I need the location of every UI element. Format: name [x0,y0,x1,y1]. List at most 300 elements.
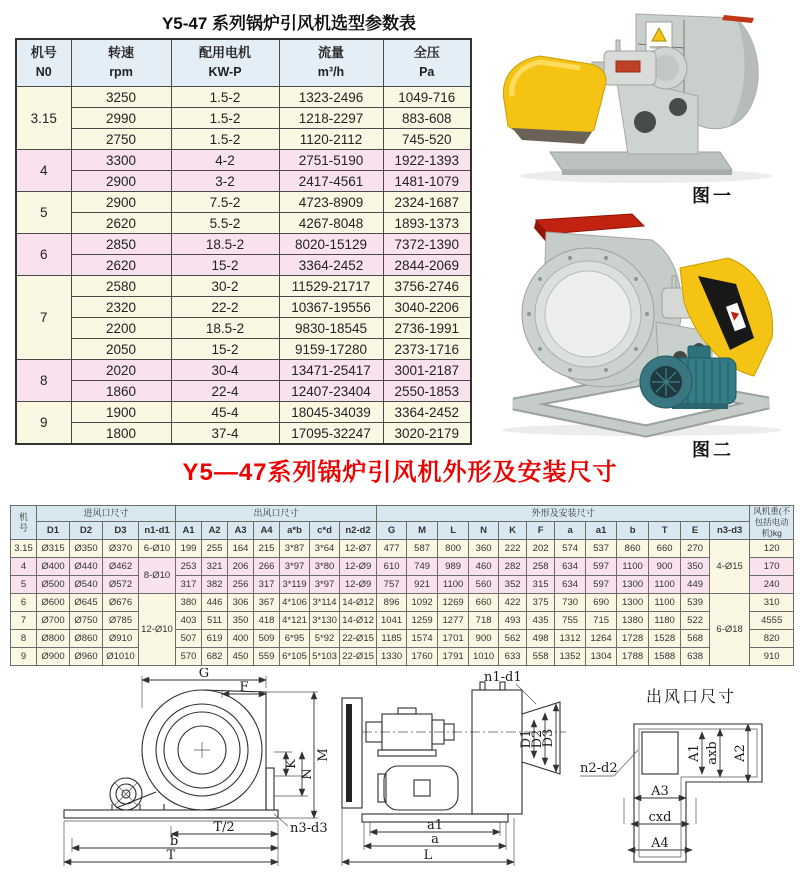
cell: 3756-2746 [383,276,471,297]
cell: 3001-2187 [383,360,471,381]
weight-cell: 910 [750,648,794,666]
grease-pin [672,276,676,288]
cell: 1100 [649,576,681,594]
cell: 4723-8909 [279,192,383,213]
cell: 3040-2206 [383,297,471,318]
cell: 350 [681,558,710,576]
cell: 6*95 [280,630,310,648]
cell: 199 [176,540,202,558]
dim-label-D1: D1 [519,729,534,749]
cell: 660 [649,540,681,558]
cell: 17095-32247 [279,423,383,445]
cell: 2736-1991 [383,318,471,339]
cell: 22-Ø15 [340,630,377,648]
cell: 1574 [407,630,438,648]
nameplate [616,61,640,72]
cell: 860 [617,540,649,558]
cell: Ø960 [70,648,103,666]
cell: 2620 [71,255,171,276]
cell: 568 [681,630,710,648]
selection-table-body [16,87,471,445]
cell: 511 [202,612,228,630]
column-header: n2-d2 [340,522,377,540]
cell: 1259 [407,612,438,630]
cell: 382 [202,576,228,594]
cell: Ø315 [37,540,70,558]
cell: 559 [254,648,280,666]
cell: 597 [586,576,617,594]
cell: 215 [254,540,280,558]
cell: 4267-8048 [279,213,383,234]
base-plate [550,152,732,170]
cell: Ø500 [37,576,70,594]
cell: 3*80 [310,558,340,576]
cell: 3*97 [280,558,310,576]
cell: 352 [499,576,527,594]
dim-label-G: G [198,668,210,681]
cell: 317 [254,576,280,594]
cell: 9830-18545 [279,318,383,339]
header-line1: 转速 [107,45,134,61]
cell: 3250 [71,87,171,108]
column-header: c*d [310,522,340,540]
cell: Ø462 [103,558,139,576]
cell: 367 [254,594,280,612]
cell: 1791 [438,648,469,666]
cell: 266 [254,558,280,576]
cell: 2324-1687 [383,192,471,213]
table-row [16,339,471,360]
cell: Ø440 [70,558,103,576]
column-header: N [469,522,499,540]
column-header: L [438,522,469,540]
cell: 418 [254,612,280,630]
cell: 12-Ø7 [340,540,377,558]
cell: 317 [176,576,202,594]
table-row [16,213,471,234]
table-row [16,150,471,171]
cell: 8020-15129 [279,234,383,255]
table-row [16,402,471,423]
cell: 3*97 [310,576,340,594]
cell: 1860 [71,381,171,402]
cell: 745-520 [383,129,471,150]
column-header: F [527,522,555,540]
column-header [383,39,471,87]
cell: 1330 [377,648,407,666]
fan-size-cell: 5 [11,576,37,594]
cell: 5*103 [310,648,340,666]
header-line2: rpm [109,65,133,80]
table-row [11,558,794,576]
cell: 4*121 [280,612,310,630]
dim-label-L: L [423,848,433,863]
selection-table-title: Y5-47 系列锅炉引风机选型参数表 [161,14,417,33]
cell: 587 [407,540,438,558]
cell: 2580 [71,276,171,297]
table-row [11,594,794,612]
table-row [11,612,794,630]
sub-header-row [11,522,794,540]
cell: 477 [377,540,407,558]
table-row [16,360,471,381]
cell: 258 [527,558,555,576]
cell: 3364-2452 [279,255,383,276]
cell: 610 [377,558,407,576]
cell: 2320 [71,297,171,318]
merged-cell: 4-Ø15 [710,540,750,594]
cell: 690 [586,594,617,612]
cell: 1728 [617,630,649,648]
merged-cell: 12-Ø10 [139,594,176,666]
cell: Ø800 [37,630,70,648]
dimensions-table [10,505,794,666]
column-header: G [377,522,407,540]
fan-size-cell: 6 [16,234,71,276]
cell: 755 [555,612,586,630]
dim-label-A2: A2 [733,744,748,762]
cell: 270 [681,540,710,558]
cell: 3*119 [280,576,310,594]
column-header: D2 [70,522,103,540]
header-line1: 全压 [413,45,440,61]
fan-photo-figure1 [488,4,800,190]
cell: 45-4 [171,402,279,423]
cell: 4*106 [280,594,310,612]
cell: 2200 [71,318,171,339]
cell: 1922-1393 [383,150,471,171]
cell: 1900 [71,402,171,423]
header-line2: N0 [35,65,52,80]
cell: 633 [499,648,527,666]
merged-cell: 6-Ø18 [710,594,750,666]
column-header: a [555,522,586,540]
cell: Ø750 [70,612,103,630]
fan-size-cell: 3.15 [11,540,37,558]
column-header [71,39,171,87]
base-edge [562,170,732,175]
fan-size-header: 机号 [11,506,37,540]
cell: 896 [377,594,407,612]
cell: 2751-5190 [279,150,383,171]
grille-spokes [652,368,680,396]
dim-label-A1: A1 [687,744,702,762]
cell: 1049-716 [383,87,471,108]
header-line1: 配用电机 [198,45,251,61]
cell: Ø400 [37,558,70,576]
cell: 12407-23404 [279,381,383,402]
header-line1: 流量 [317,45,344,61]
cell: 597 [586,558,617,576]
cell: 638 [681,648,710,666]
cell: 1380 [617,612,649,630]
dim-label-a1: a1 [426,818,444,833]
dim-label-N: N [300,768,315,780]
cell: 315 [527,576,555,594]
table-row [16,234,471,255]
table-row [16,318,471,339]
pedestal-hole [669,98,687,116]
cell: 375 [527,594,555,612]
column-header: A4 [254,522,280,540]
table-row [16,87,471,108]
cell: 12-Ø9 [340,558,377,576]
cell: 800 [438,540,469,558]
column-header [279,39,383,87]
cell: Ø572 [103,576,139,594]
cell: 1180 [649,612,681,630]
cell: 2900 [71,171,171,192]
cell: 660 [469,594,499,612]
table-row [11,648,794,666]
cell: 619 [202,630,228,648]
cell: 3*114 [310,594,340,612]
bearing-flange-inner [653,55,679,81]
cell: 1.5-2 [171,87,279,108]
cell: 14-Ø12 [340,612,377,630]
cell: 1100 [438,576,469,594]
cell: 1.5-2 [171,129,279,150]
cell: 1588 [649,648,681,666]
cell: 10367-19556 [279,297,383,318]
dim-label-n3-d3: n3-d3 [290,821,328,836]
cell: 1701 [438,630,469,648]
table-row [16,108,471,129]
dim-label-cxd: cxd [648,810,672,825]
cell: Ø370 [103,540,139,558]
dimensions-table-body [11,540,794,666]
dim-label-D2: D2 [530,729,545,749]
column-header: n3-d3 [710,522,750,540]
cell: 321 [202,558,228,576]
cell: 522 [681,612,710,630]
cell: 6*105 [280,648,310,666]
table-row [11,630,794,648]
weight-cell: 120 [750,540,794,558]
cell: 1300 [617,576,649,594]
fan-size-cell: 8 [11,630,37,648]
cell: 1528 [649,630,681,648]
header-line2: Pa [419,65,435,80]
cell: 634 [555,576,586,594]
cell: 164 [228,540,254,558]
cell: 22-2 [171,297,279,318]
weight-cell: 820 [750,630,794,648]
fan-size-cell: 5 [16,192,71,234]
drawing-front-view [52,668,336,876]
cell: 574 [555,540,586,558]
cell: 450 [228,648,254,666]
header-line2: m³/h [317,65,345,80]
outlet-drawing-title: 出风口尺寸 [646,687,737,706]
cell: 1300 [617,594,649,612]
weight-cell: 240 [750,576,794,594]
cell: 1100 [617,558,649,576]
cell: Ø676 [103,594,139,612]
cell: 1264 [586,630,617,648]
column-header: a1 [586,522,617,540]
cell: 253 [176,558,202,576]
cell: 1312 [555,630,586,648]
header-line1: 机号 [30,45,57,61]
cell: Ø1010 [103,648,139,666]
grease-pin [616,40,620,52]
cell: 1269 [438,594,469,612]
cell: 3*64 [310,540,340,558]
cell: 493 [499,612,527,630]
cell: 3300 [71,150,171,171]
group-header: 外形及安装尺寸 [377,506,750,522]
dim-label-b: b [169,834,179,849]
cell: 360 [469,540,499,558]
cell: 5*92 [310,630,340,648]
figure2-label: 图二 [692,440,734,460]
cell: 730 [555,594,586,612]
cell: 2900 [71,192,171,213]
cell: 13471-25417 [279,360,383,381]
cell: 15-2 [171,339,279,360]
dim-label-axb: axb [705,741,720,765]
cell: Ø350 [70,540,103,558]
column-header [16,39,71,87]
cell: 570 [176,648,202,666]
cell: 1893-1373 [383,213,471,234]
table-row [16,255,471,276]
cell: 900 [649,558,681,576]
dimensions-title: Y5—47系列锅炉引风机外形及安装尺寸 [182,459,618,486]
cell: 537 [586,540,617,558]
column-header: a*b [280,522,310,540]
cell: 3*87 [280,540,310,558]
cell: 350 [228,612,254,630]
weight-cell: 170 [750,558,794,576]
cell: 1092 [407,594,438,612]
fan-size-cell: 9 [11,648,37,666]
cell: Ø645 [70,594,103,612]
dim-label-A3: A3 [651,784,669,799]
cell: 12-Ø9 [340,576,377,594]
cell: Ø860 [70,630,103,648]
cell: 2850 [71,234,171,255]
column-header: T [649,522,681,540]
cell: 2844-2069 [383,255,471,276]
fan-outline [64,690,278,821]
cell: 921 [407,576,438,594]
table-row [11,540,794,558]
column-header: A2 [202,522,228,540]
cell: 1352 [555,648,586,666]
fan-size-cell: 4 [16,150,71,192]
table-row [16,276,471,297]
header-row [16,39,471,87]
cell: Ø910 [103,630,139,648]
table-row [16,381,471,402]
cell: 222 [499,540,527,558]
cell: 1481-1079 [383,171,471,192]
cell: 1304 [586,648,617,666]
fan-outline [342,682,566,822]
fan-size-cell: 3.15 [16,87,71,150]
header-line2: KW-P [208,65,242,80]
fan-size-cell: 9 [16,402,71,445]
cell: 900 [469,630,499,648]
table-row [16,297,471,318]
dim-label-T-half: T/2 [213,820,235,835]
cell: 18.5-2 [171,234,279,255]
cell: 718 [469,612,499,630]
group-header: 进风口尺寸 [37,506,176,522]
column-header: n1-d1 [139,522,176,540]
cell: 400 [228,630,254,648]
column-header: A1 [176,522,202,540]
cell: Ø600 [37,594,70,612]
cell: 507 [176,630,202,648]
cell: 883-608 [383,108,471,129]
cell: 1.5-2 [171,108,279,129]
column-header: D3 [103,522,139,540]
cell: 3-2 [171,171,279,192]
table-row [16,192,471,213]
column-header: K [499,522,527,540]
cell: 2750 [71,129,171,150]
cell: 1041 [377,612,407,630]
cell: 498 [527,630,555,648]
cell: 1277 [438,612,469,630]
cell: 989 [438,558,469,576]
dim-label-M: M [316,748,331,762]
cell: 206 [228,558,254,576]
cell: Ø700 [37,612,70,630]
cell: 22-4 [171,381,279,402]
cell: 30-2 [171,276,279,297]
cell: 1800 [71,423,171,445]
column-header: D1 [37,522,70,540]
cell: 3364-2452 [383,402,471,423]
column-header: M [407,522,438,540]
pedestal-hole [634,111,656,133]
drawing-side-view [336,668,574,876]
cell: 2373-1716 [383,339,471,360]
cell: 1120-2112 [279,129,383,150]
table-row [16,171,471,192]
cell: 634 [555,558,586,576]
dim-label-n2-d2: n2-d2 [580,761,618,776]
dim-label-F: F [239,680,249,695]
dim-label-n1-d1: n1-d1 [484,670,522,685]
group-header-row [11,506,794,522]
weight-cell: 310 [750,594,794,612]
cell: 18.5-2 [171,318,279,339]
cell: 282 [499,558,527,576]
cell: 558 [527,648,555,666]
cell: 715 [586,612,617,630]
cell: 562 [499,630,527,648]
merged-cell: 8-Ø10 [139,558,176,594]
drawing-outlet-dimensions [576,676,800,872]
cell: 1185 [377,630,407,648]
cell: 7.5-2 [171,192,279,213]
cell: 255 [202,540,228,558]
cell: 435 [527,612,555,630]
fan-size-cell: 7 [16,276,71,360]
cell: 5.5-2 [171,213,279,234]
dimensions-table-header [11,506,794,540]
cell: 11529-21717 [279,276,383,297]
cell: 30-4 [171,360,279,381]
belt-guard [503,56,606,138]
fan-size-cell: 7 [11,612,37,630]
cell: 202 [527,540,555,558]
